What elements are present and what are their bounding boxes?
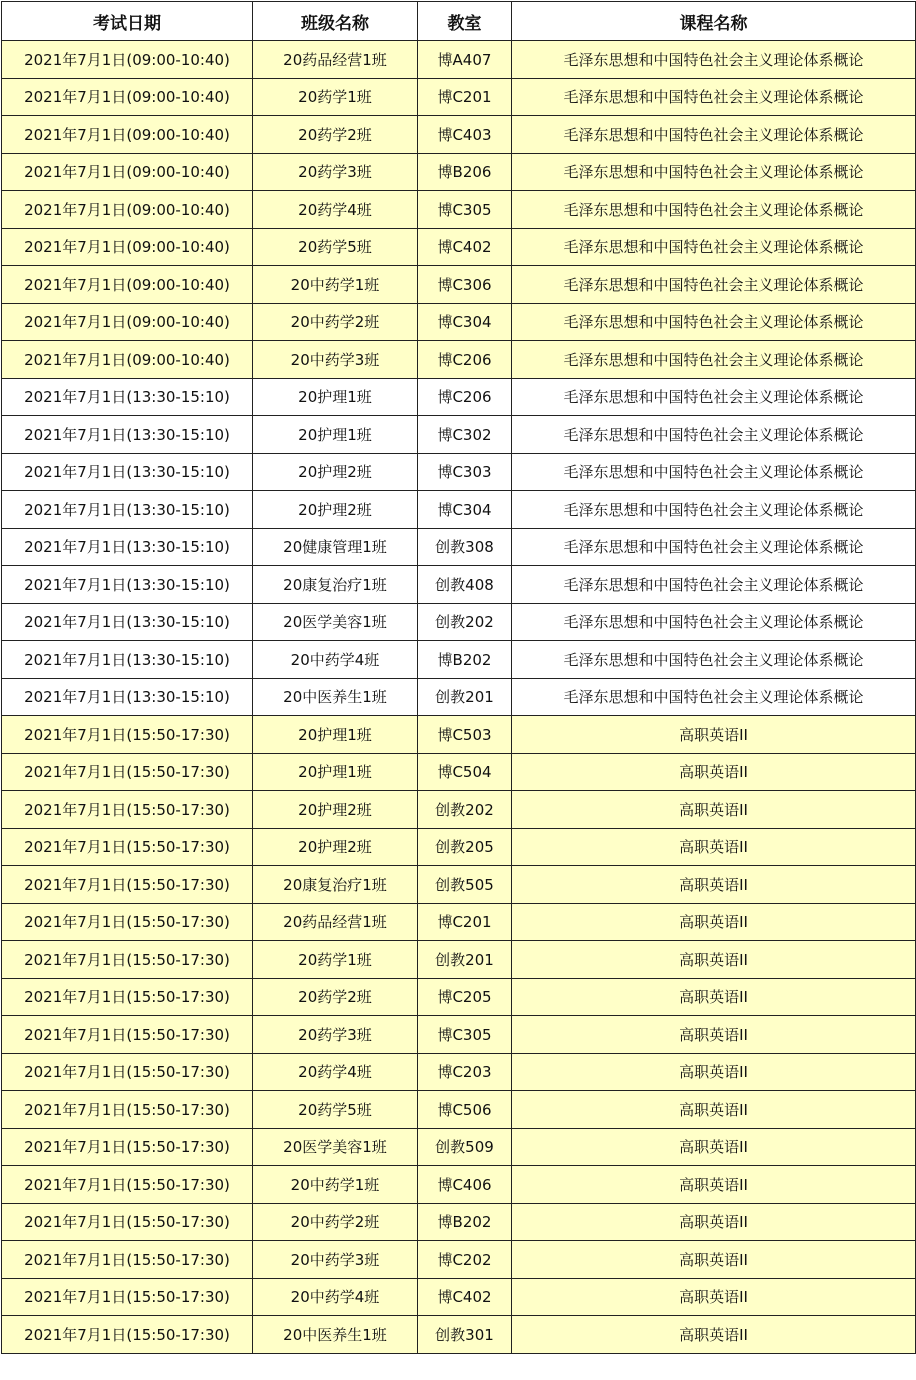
course-name-cell: 高职英语II [512, 978, 916, 1016]
table-row [2, 116, 916, 154]
classroom-cell: 创教301 [418, 1316, 512, 1354]
course-name-cell: 高职英语II [512, 828, 916, 866]
table-row [2, 566, 916, 604]
exam-date-cell: 2021年7月1日(15:50-17:30) [2, 828, 253, 866]
class-name-cell: 20中药学2班 [253, 303, 418, 341]
exam-date-cell: 2021年7月1日(09:00-10:40) [2, 41, 253, 79]
class-name-cell: 20药学5班 [253, 1091, 418, 1129]
classroom-cell: 创教308 [418, 528, 512, 566]
course-name-cell: 毛泽东思想和中国特色社会主义理论体系概论 [512, 116, 916, 154]
classroom-cell: 创教408 [418, 566, 512, 604]
exam-date-cell: 2021年7月1日(15:50-17:30) [2, 903, 253, 941]
exam-date-cell: 2021年7月1日(09:00-10:40) [2, 153, 253, 191]
table-row [2, 1278, 916, 1316]
table-row [2, 41, 916, 79]
exam-date-cell: 2021年7月1日(15:50-17:30) [2, 1166, 253, 1204]
classroom-cell: 博C306 [418, 266, 512, 304]
table-row [2, 678, 916, 716]
classroom-cell: 博C201 [418, 903, 512, 941]
class-name-cell: 20康复治疗1班 [253, 866, 418, 904]
course-name-cell: 毛泽东思想和中国特色社会主义理论体系概论 [512, 678, 916, 716]
class-name-cell: 20药品经营1班 [253, 41, 418, 79]
table-row [2, 791, 916, 829]
header-classroom: 教室 [418, 2, 512, 41]
classroom-cell: 博C305 [418, 191, 512, 229]
course-name-cell: 高职英语II [512, 1091, 916, 1129]
classroom-cell: 博C203 [418, 1053, 512, 1091]
class-name-cell: 20康复治疗1班 [253, 566, 418, 604]
classroom-cell: 博C303 [418, 453, 512, 491]
exam-date-cell: 2021年7月1日(15:50-17:30) [2, 753, 253, 791]
table-row [2, 303, 916, 341]
exam-date-cell: 2021年7月1日(09:00-10:40) [2, 116, 253, 154]
table-row [2, 416, 916, 454]
table-row [2, 453, 916, 491]
table-row [2, 528, 916, 566]
classroom-cell: 博C205 [418, 978, 512, 1016]
exam-date-cell: 2021年7月1日(15:50-17:30) [2, 1316, 253, 1354]
course-name-cell: 毛泽东思想和中国特色社会主义理论体系概论 [512, 566, 916, 604]
course-name-cell: 毛泽东思想和中国特色社会主义理论体系概论 [512, 78, 916, 116]
exam-date-cell: 2021年7月1日(09:00-10:40) [2, 303, 253, 341]
exam-date-cell: 2021年7月1日(15:50-17:30) [2, 866, 253, 904]
table-row [2, 1091, 916, 1129]
class-name-cell: 20护理2班 [253, 453, 418, 491]
table-row [2, 716, 916, 754]
class-name-cell: 20中药学4班 [253, 1278, 418, 1316]
course-name-cell: 毛泽东思想和中国特色社会主义理论体系概论 [512, 303, 916, 341]
table-row [2, 341, 916, 379]
class-name-cell: 20护理1班 [253, 753, 418, 791]
header-exam-date: 考试日期 [2, 2, 253, 41]
exam-date-cell: 2021年7月1日(09:00-10:40) [2, 266, 253, 304]
class-name-cell: 20护理1班 [253, 716, 418, 754]
course-name-cell: 毛泽东思想和中国特色社会主义理论体系概论 [512, 603, 916, 641]
table-row [2, 603, 916, 641]
classroom-cell: 创教509 [418, 1128, 512, 1166]
exam-date-cell: 2021年7月1日(13:30-15:10) [2, 453, 253, 491]
exam-date-cell: 2021年7月1日(13:30-15:10) [2, 641, 253, 679]
table-row [2, 1128, 916, 1166]
course-name-cell: 高职英语II [512, 753, 916, 791]
class-name-cell: 20药学2班 [253, 116, 418, 154]
course-name-cell: 毛泽东思想和中国特色社会主义理论体系概论 [512, 341, 916, 379]
class-name-cell: 20护理1班 [253, 378, 418, 416]
classroom-cell: 博C506 [418, 1091, 512, 1129]
classroom-cell: 博C206 [418, 341, 512, 379]
course-name-cell: 高职英语II [512, 791, 916, 829]
table-row [2, 641, 916, 679]
course-name-cell: 高职英语II [512, 1241, 916, 1279]
exam-date-cell: 2021年7月1日(15:50-17:30) [2, 1053, 253, 1091]
table-row [2, 266, 916, 304]
classroom-cell: 博B202 [418, 1203, 512, 1241]
exam-date-cell: 2021年7月1日(13:30-15:10) [2, 378, 253, 416]
table-body [2, 41, 916, 1354]
course-name-cell: 高职英语II [512, 716, 916, 754]
class-name-cell: 20护理2班 [253, 791, 418, 829]
table-row [2, 941, 916, 979]
classroom-cell: 创教202 [418, 603, 512, 641]
exam-date-cell: 2021年7月1日(13:30-15:10) [2, 603, 253, 641]
table-row [2, 1316, 916, 1354]
classroom-cell: 博C305 [418, 1016, 512, 1054]
table-row [2, 491, 916, 529]
class-name-cell: 20药学1班 [253, 78, 418, 116]
class-name-cell: 20医学美容1班 [253, 603, 418, 641]
course-name-cell: 毛泽东思想和中国特色社会主义理论体系概论 [512, 228, 916, 266]
class-name-cell: 20中药学4班 [253, 641, 418, 679]
class-name-cell: 20中药学1班 [253, 1166, 418, 1204]
class-name-cell: 20健康管理1班 [253, 528, 418, 566]
class-name-cell: 20护理2班 [253, 828, 418, 866]
class-name-cell: 20药学4班 [253, 191, 418, 229]
table-row [2, 378, 916, 416]
classroom-cell: 博C402 [418, 1278, 512, 1316]
course-name-cell: 高职英语II [512, 1016, 916, 1054]
course-name-cell: 高职英语II [512, 1053, 916, 1091]
table-row [2, 1016, 916, 1054]
exam-date-cell: 2021年7月1日(13:30-15:10) [2, 528, 253, 566]
course-name-cell: 高职英语II [512, 1166, 916, 1204]
class-name-cell: 20中药学3班 [253, 1241, 418, 1279]
table-row [2, 753, 916, 791]
exam-date-cell: 2021年7月1日(09:00-10:40) [2, 191, 253, 229]
classroom-cell: 创教505 [418, 866, 512, 904]
class-name-cell: 20药学2班 [253, 978, 418, 1016]
table-row [2, 1166, 916, 1204]
header-course-name: 课程名称 [512, 2, 916, 41]
classroom-cell: 博C503 [418, 716, 512, 754]
classroom-cell: 博C202 [418, 1241, 512, 1279]
exam-date-cell: 2021年7月1日(13:30-15:10) [2, 491, 253, 529]
classroom-cell: 博C406 [418, 1166, 512, 1204]
course-name-cell: 高职英语II [512, 941, 916, 979]
class-name-cell: 20药学4班 [253, 1053, 418, 1091]
table-row [2, 1053, 916, 1091]
classroom-cell: 博C402 [418, 228, 512, 266]
table-header [2, 2, 916, 41]
table-row [2, 1203, 916, 1241]
table-row [2, 828, 916, 866]
class-name-cell: 20药学3班 [253, 1016, 418, 1054]
header-row [2, 2, 916, 41]
course-name-cell: 高职英语II [512, 1316, 916, 1354]
exam-date-cell: 2021年7月1日(09:00-10:40) [2, 78, 253, 116]
course-name-cell: 高职英语II [512, 1203, 916, 1241]
exam-date-cell: 2021年7月1日(15:50-17:30) [2, 1016, 253, 1054]
classroom-cell: 创教201 [418, 678, 512, 716]
course-name-cell: 毛泽东思想和中国特色社会主义理论体系概论 [512, 191, 916, 229]
classroom-cell: 博C206 [418, 378, 512, 416]
class-name-cell: 20医学美容1班 [253, 1128, 418, 1166]
classroom-cell: 博C302 [418, 416, 512, 454]
course-name-cell: 毛泽东思想和中国特色社会主义理论体系概论 [512, 416, 916, 454]
classroom-cell: 博A407 [418, 41, 512, 79]
exam-date-cell: 2021年7月1日(09:00-10:40) [2, 228, 253, 266]
table-row [2, 78, 916, 116]
table-row [2, 1241, 916, 1279]
course-name-cell: 毛泽东思想和中国特色社会主义理论体系概论 [512, 153, 916, 191]
exam-date-cell: 2021年7月1日(15:50-17:30) [2, 1278, 253, 1316]
class-name-cell: 20中医养生1班 [253, 678, 418, 716]
classroom-cell: 博C504 [418, 753, 512, 791]
class-name-cell: 20药品经营1班 [253, 903, 418, 941]
table-row [2, 978, 916, 1016]
exam-date-cell: 2021年7月1日(15:50-17:30) [2, 941, 253, 979]
exam-date-cell: 2021年7月1日(15:50-17:30) [2, 1203, 253, 1241]
table-row [2, 153, 916, 191]
exam-date-cell: 2021年7月1日(15:50-17:30) [2, 978, 253, 1016]
classroom-cell: 创教205 [418, 828, 512, 866]
exam-date-cell: 2021年7月1日(15:50-17:30) [2, 1128, 253, 1166]
class-name-cell: 20药学1班 [253, 941, 418, 979]
course-name-cell: 毛泽东思想和中国特色社会主义理论体系概论 [512, 378, 916, 416]
exam-date-cell: 2021年7月1日(15:50-17:30) [2, 791, 253, 829]
class-name-cell: 20护理2班 [253, 491, 418, 529]
classroom-cell: 博C403 [418, 116, 512, 154]
exam-date-cell: 2021年7月1日(15:50-17:30) [2, 1091, 253, 1129]
exam-date-cell: 2021年7月1日(15:50-17:30) [2, 716, 253, 754]
exam-date-cell: 2021年7月1日(09:00-10:40) [2, 341, 253, 379]
exam-date-cell: 2021年7月1日(15:50-17:30) [2, 1241, 253, 1279]
table-row [2, 191, 916, 229]
course-name-cell: 高职英语II [512, 1128, 916, 1166]
course-name-cell: 高职英语II [512, 1278, 916, 1316]
classroom-cell: 博C304 [418, 491, 512, 529]
course-name-cell: 毛泽东思想和中国特色社会主义理论体系概论 [512, 41, 916, 79]
exam-date-cell: 2021年7月1日(13:30-15:10) [2, 566, 253, 604]
course-name-cell: 高职英语II [512, 866, 916, 904]
class-name-cell: 20中药学2班 [253, 1203, 418, 1241]
course-name-cell: 高职英语II [512, 903, 916, 941]
table-row [2, 228, 916, 266]
course-name-cell: 毛泽东思想和中国特色社会主义理论体系概论 [512, 641, 916, 679]
class-name-cell: 20护理1班 [253, 416, 418, 454]
header-class-name: 班级名称 [253, 2, 418, 41]
exam-date-cell: 2021年7月1日(13:30-15:10) [2, 678, 253, 716]
exam-date-cell: 2021年7月1日(13:30-15:10) [2, 416, 253, 454]
classroom-cell: 博C304 [418, 303, 512, 341]
course-name-cell: 毛泽东思想和中国特色社会主义理论体系概论 [512, 491, 916, 529]
course-name-cell: 毛泽东思想和中国特色社会主义理论体系概论 [512, 528, 916, 566]
class-name-cell: 20药学5班 [253, 228, 418, 266]
class-name-cell: 20中药学3班 [253, 341, 418, 379]
table-row [2, 903, 916, 941]
exam-schedule-table [1, 1, 916, 1354]
classroom-cell: 博C201 [418, 78, 512, 116]
classroom-cell: 博B206 [418, 153, 512, 191]
class-name-cell: 20药学3班 [253, 153, 418, 191]
course-name-cell: 毛泽东思想和中国特色社会主义理论体系概论 [512, 266, 916, 304]
table-row [2, 866, 916, 904]
course-name-cell: 毛泽东思想和中国特色社会主义理论体系概论 [512, 453, 916, 491]
class-name-cell: 20中医养生1班 [253, 1316, 418, 1354]
classroom-cell: 博B202 [418, 641, 512, 679]
class-name-cell: 20中药学1班 [253, 266, 418, 304]
classroom-cell: 创教201 [418, 941, 512, 979]
classroom-cell: 创教202 [418, 791, 512, 829]
